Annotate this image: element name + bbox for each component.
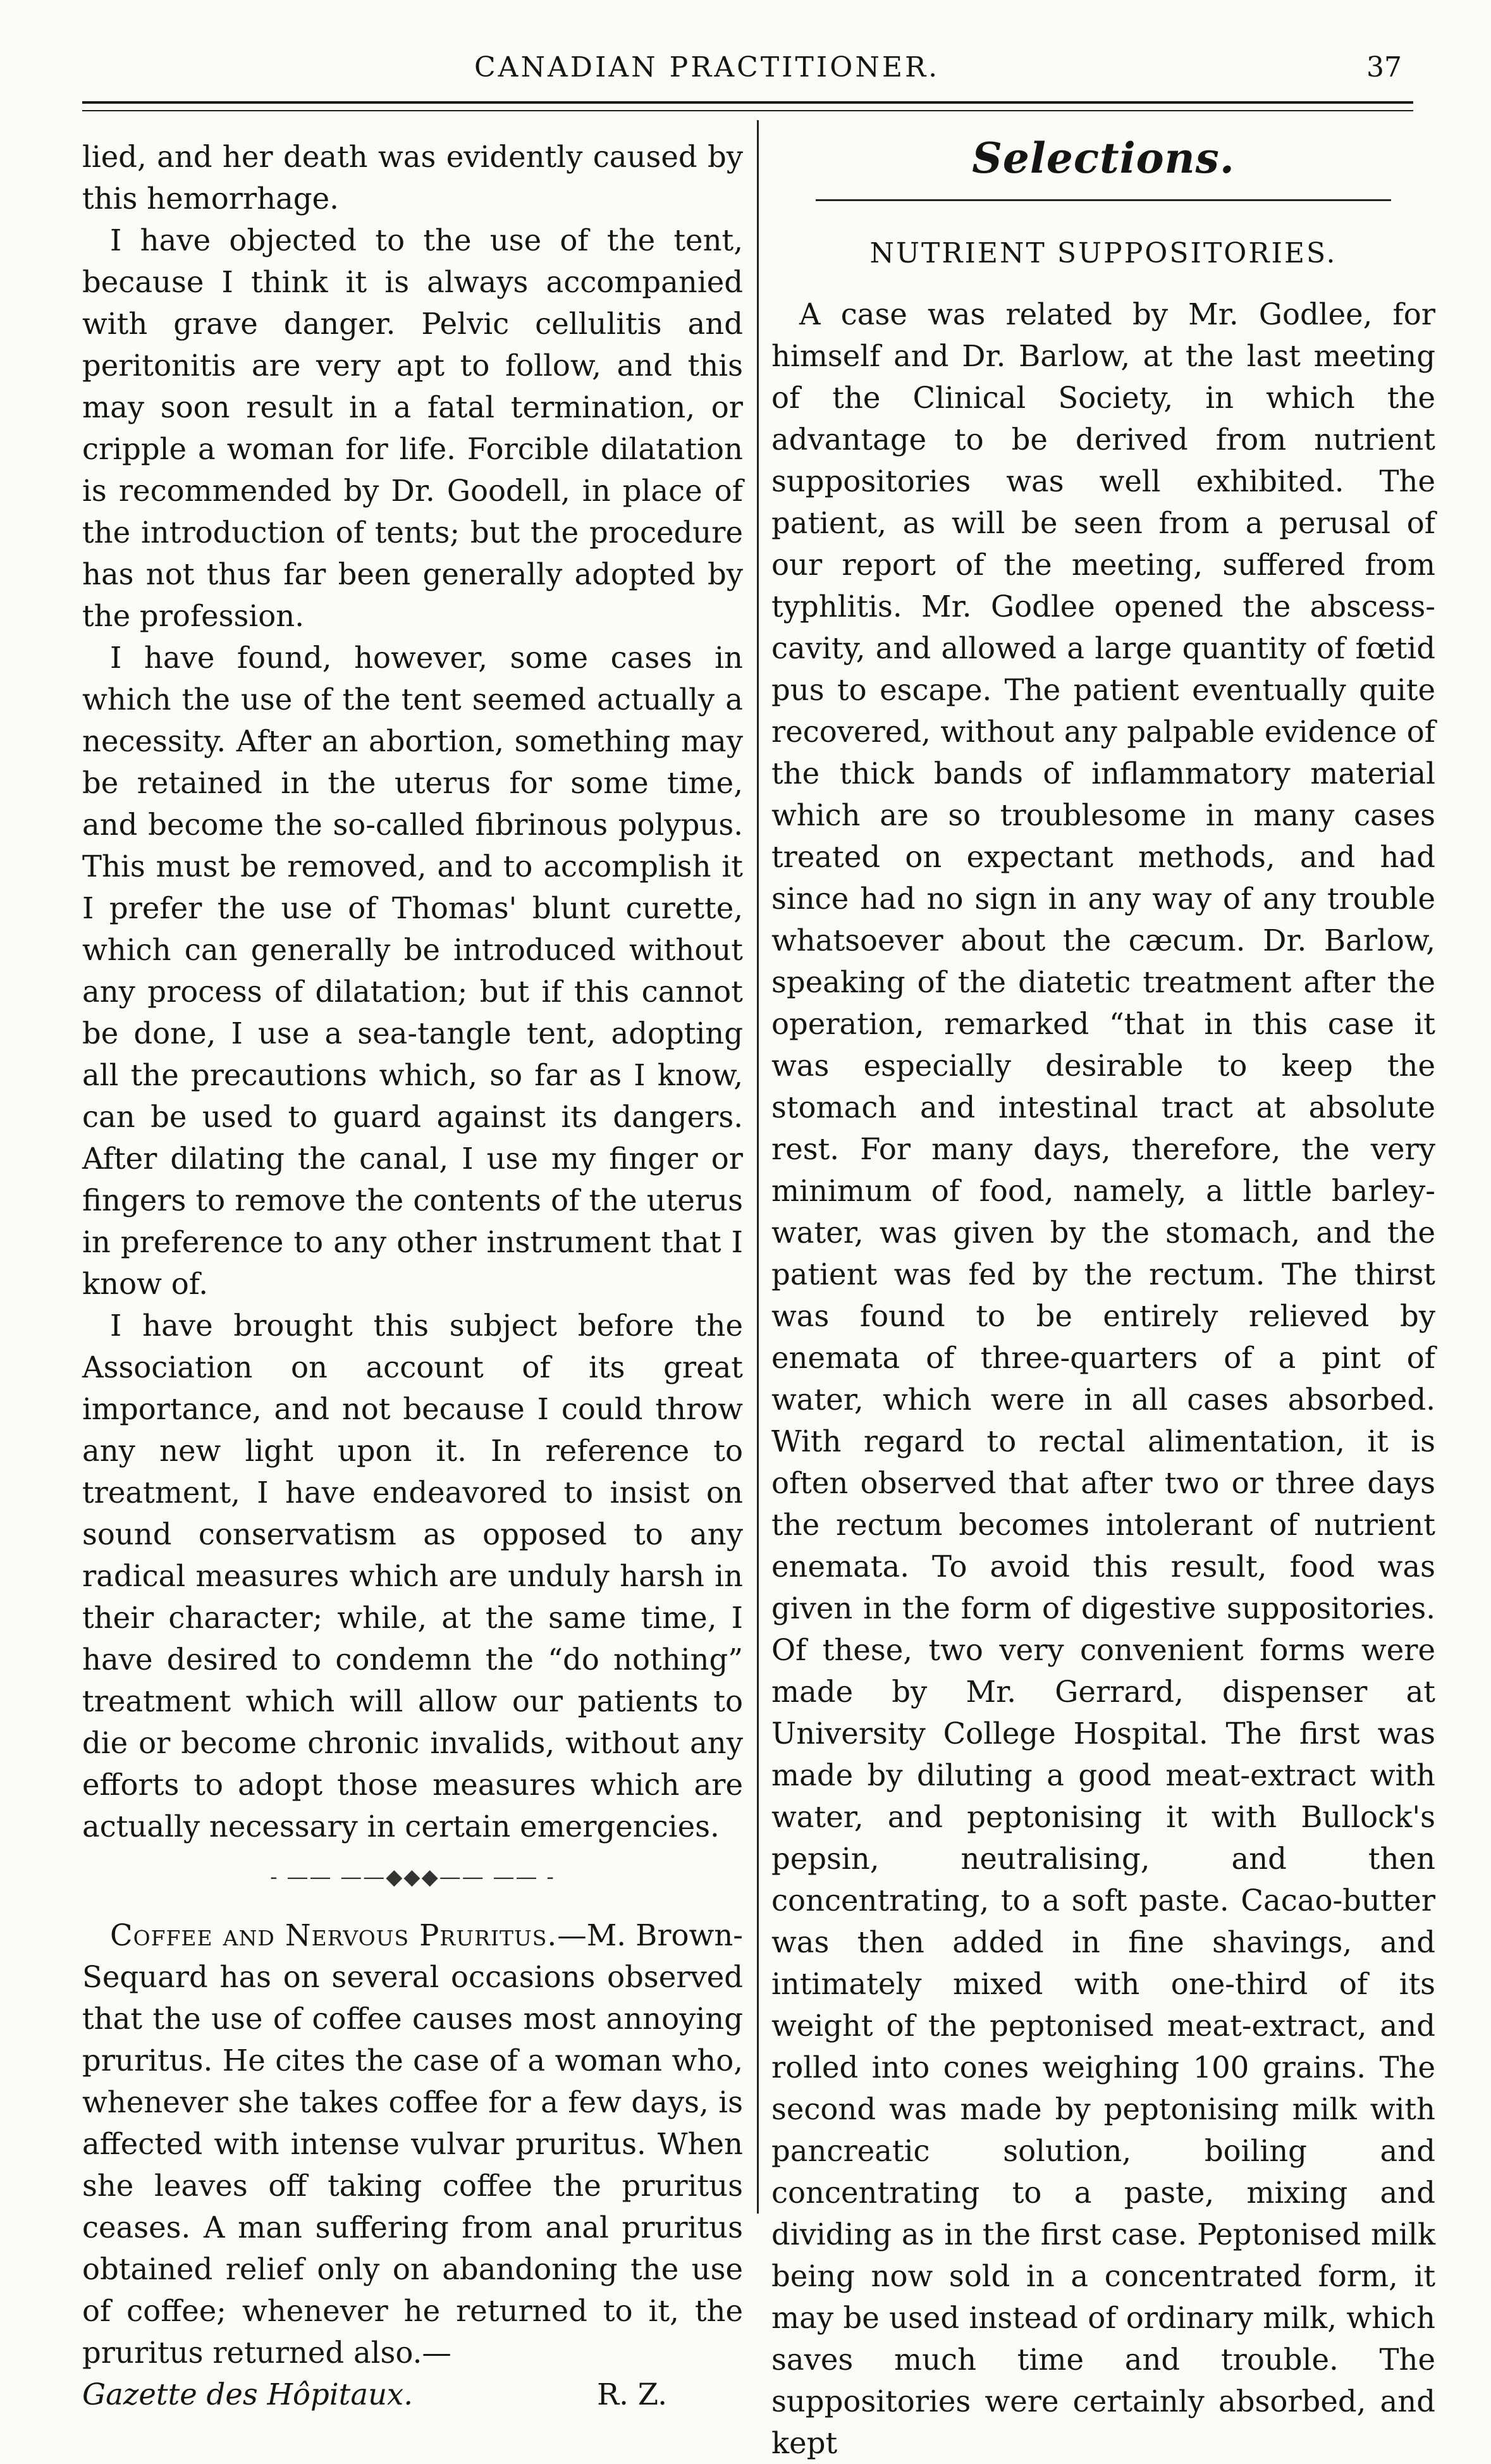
paragraph: I have found, however, some cases in which the use of the tent seemed actually a necessity. After an abortion, something may be retained in the uterus for some time, and become the so-called fibrinous polypus. This must be removed, and to accomplish it I prefer the use of Thomas' blunt curette, which can generally be introduced without any process of dilatation; but if this cannot be done, I use a sea-tangle tent, adopting all the precautions which, so far as I know, can be used to guard against its dangers. After dilating the canal, I use my finger or fingers to remove the contents of the uterus in preference to any other instrument that I know of. [82,641,743,1301]
paragraph: I have objected to the use of the tent, because I think it is always accompanied with grave danger. Pelvic cellulitis and peritonitis are very apt to follow, and this may soon result in a fatal termination, or cripple a woman for life. Forcible dilatation is recommended by Dr. Goodell, in place of the introduction of tents; but the procedure has not thus far been generally adopted by the profession. [82,223,743,633]
section-heading: Selections. [972,133,1235,183]
coffee-article [82,1914,743,2374]
paragraph: lied, and her death was evidently caused by this hemorrhage. [82,140,743,216]
article-title: NUTRIENT SUPPOSITORIES. [869,237,1337,269]
column-divider [757,120,759,2214]
page-header [82,43,1413,92]
signature-line [82,2374,743,2415]
article-body: A case was related by Mr. Godlee, for himself and Dr. Barlow, at the last meeting of the Clinical Society, in which the advantage to be derived from nutrient suppositories was well exhibited. The patient, as will be seen from a perusal of our report of the meeting, suffered from typhlitis. Mr. Godlee opened the abscess-cavity, and allowed a large quantity of fœtid pus to escape. The patient eventually quite recovered, without any palpable evidence of the thick bands of inflammatory material which are so troublesome in many cases treated on expectant methods, and had since had no sign in any way of any trouble whatsoever about the cæcum. Dr. Barlow, speaking of the diatetic treatment after the operation, remarked “that in this case it was especially desirable to keep the stomach and intestinal tract at absolute rest. For many days, therefore, the very minimum of food, namely, a little barley-water, was given by the stomach, and the patient was fed by the rectum. The thirst was found to be entirely relieved by enemata of three-quarters of a pint of water, which were in all cases absorbed. With regard to rectal alimentation, it is often observed that after two or three days the rectum becomes intolerant of nutrient enemata. To avoid this result, food was given in the form of digestive suppositories. Of these, two very convenient forms were made by Mr. Gerrard, dispenser at University College Hospital. The first was made by diluting a good meat-extract with water, and peptonising it with Bullock's pepsin, neutralising, and then concentrating, to a soft paste. Cacao-butter was then added in fine shavings, and intimately mixed with one-third of its weight of the peptonised meat-extract, and rolled into cones weighing 100 grains. The second was made by peptonising milk with pancreatic solution, boiling and concentrating to a paste, mixing and dividing as in the first case. Peptonised milk being now sold in a concentrated form, it may be used instead of ordinary milk, which saves much time and trouble. The suppositories were certainly absorbed, and kept [771,297,1435,2460]
coffee-article-body: —M. Brown-Sequard has on several occasions observed that the use of coffee causes most annoying pruritus. He cites the case of a woman who, whenever she takes coffee for a few days, is affected with intense vulvar pruritus. When she leaves off taking coffee the pruritus ceases. A man suffering from anal pruritus obtained relief only on abandoning the use of coffee; whenever he returned to it, the pruritus returned also.— [82,1918,744,2370]
section-rule [816,199,1391,201]
author-initials: R. Z. [597,2377,667,2412]
section-divider: - —— ——◆◆◆—— —— - [270,1864,555,1890]
coffee-article-title: Coffee and Nervous Pruritus. [110,1918,558,1952]
right-column [771,133,1435,2464]
page-number: 37 [1366,51,1402,83]
header-rule [82,101,1413,104]
source-citation: Gazette des Hôpitaux. [82,2377,414,2412]
header-rule-thin [82,110,1413,111]
running-head: CANADIAN PRACTITIONER. [474,51,940,83]
left-column [82,136,743,2415]
paragraph: I have brought this subject before the Association on account of its great importance, and not because I could throw any new light upon it. In reference to treatment, I have endeavored to insist on sound conservatism as opposed to any radical measures which are unduly harsh in their character; while, at the same time, I have desired to condemn the “do nothing” treatment which will allow our patients to die or become chronic invalids, without any efforts to adopt those measures which are actually necessary in certain emergencies. [82,1309,743,1844]
